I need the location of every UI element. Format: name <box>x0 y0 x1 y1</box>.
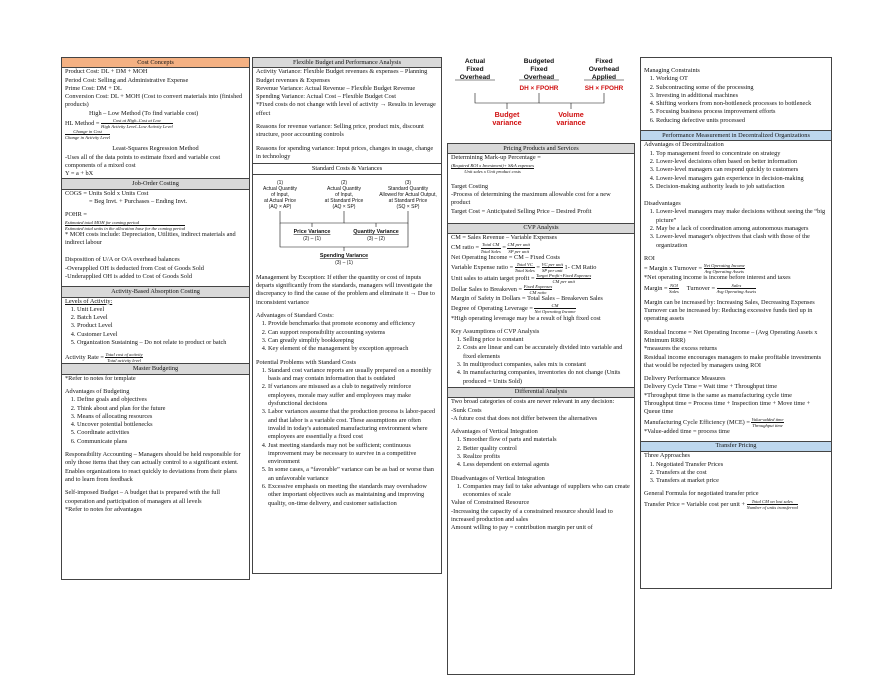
list-item: 4. Key element of the management by exception approach <box>268 345 438 353</box>
list-item: 1. Top management freed to concentrate on strategy <box>656 150 828 158</box>
list-item: 1. Smoother flow of parts and materials <box>463 436 631 444</box>
cost-concepts-line: Product Cost: DL + DM + MOH <box>65 68 148 76</box>
list-item: 1. Companies may fail to take advantage of suppliers who can create economies of scale <box>463 483 631 500</box>
flex-line: *Fixed costs do not change with level of activity → Results in leverage effect <box>256 101 436 117</box>
list-item: 3. Lower-level managers can respond quickly to customers <box>656 166 828 174</box>
quantity-variance-formula: (3) – (2) <box>367 235 385 242</box>
breakeven-sales: Dollar Sales to Breakeven = $\frac{\text{Fixed Expenses}}{\text{CM ratio}}$ <box>451 284 553 296</box>
cvp-assumptions-list <box>451 336 631 386</box>
variable-expense-ratio: Variable Expense ratio = $\frac{\text{Total VC}}{\text{Total Sales}}$ = $\frac{\text{VC per unit}}{\text{SP per unit}}$ 1- CM Ratio <box>451 261 597 273</box>
diff-line: -A future cost that does not differ between the alternatives <box>451 414 598 422</box>
flex-line: Revenue Variance: Actual Revenue – Flexible Budget Revenue <box>256 84 416 92</box>
disposition-line: -Underapplied OH is added to Cost of Goods Sold <box>65 272 192 280</box>
budgeted-fixed-overhead-label: Budgeted <box>523 58 555 65</box>
column-1 <box>61 57 250 580</box>
target-profit-units: Unit sales to attain target profit = $\frac{\text{Target Profit+Fixed Expenses}}{\text{CM per unit}}$ <box>451 272 592 284</box>
delivery-line: Delivery Cycle Time = Wait time + Throughput time <box>644 383 777 391</box>
spending-variance-reasons: Reasons for spending variance: Input prices, changes in usage, change in technology <box>256 144 434 160</box>
roi-formula: = Margin x Turnover = $\frac{\text{Net Operating Income}}{\text{Avg Operating Assets}}$ <box>644 263 745 275</box>
svg-text:Fixed: Fixed <box>530 66 548 73</box>
list-item: 1. Lower-level managers may make decisions without seeing the “big picture” <box>656 208 828 225</box>
svg-text:variance: variance <box>492 118 522 127</box>
flex-budget-header: Flexible Budget and Performance Analysis <box>253 58 441 68</box>
box1-line: Actual Quantity <box>263 185 297 192</box>
list-item: 2. Batch Level <box>77 314 246 322</box>
list-item: 1. Selling price is constant <box>463 336 631 344</box>
volume-variance-label: Volume <box>558 110 584 119</box>
box2-line: of Input, <box>334 191 354 198</box>
hl-method-formula: HL Method = $\frac{\text{Cost at High–Cost at Low}}{\text{High Activity Level–Low Activity Level}}$ <box>65 118 173 130</box>
adv-budget-list <box>65 396 246 446</box>
target-costing-title: Target Costing <box>451 182 489 190</box>
master-ref-2: *Refer to notes for advantages <box>65 505 142 513</box>
list-item: 4. Shifting workers from non-bottleneck processes to bottleneck <box>656 100 828 108</box>
pohr-fraction: Estimated total MOH for coming period Estimated total units in the allocation base for the coming period <box>65 219 185 231</box>
list-item: 4. Just meeting standards may not be sufficient; continuous improvement may be necessary to survive in a competitive environment <box>268 442 438 467</box>
box3-line: (SQ × SP) <box>396 203 420 210</box>
transfer-formula-title: General Formula for negotiated transfer price <box>644 490 759 498</box>
cost-concepts-line: Prime Cost: DM + DL <box>65 84 122 92</box>
disposition-line: -Overapplied OH is deducted from Cost of Goods Sold <box>65 264 204 272</box>
noi-note: *Net operating income is income before interest and taxes <box>644 274 791 282</box>
moh-note: * MOH costs include: Depreciation, Utilities, indirect materials and indirect labour <box>65 230 236 247</box>
markup-formula: Determining Mark-up Percentage = <box>451 154 541 162</box>
column-2 <box>252 57 442 574</box>
std-problems-list <box>256 367 438 508</box>
list-item: 2. Costs are linear and can be accurately divided into variable and fixed elements <box>463 344 631 361</box>
managing-constraints-list <box>644 75 828 125</box>
list-item: 2. If variances are misused as a club to negatively reinforce employees, morale may suffer and employees may make dysfunctional decisions <box>268 383 438 408</box>
variance-diagram <box>256 177 438 269</box>
list-item: 3. Transfers at market price <box>656 477 828 485</box>
cost-concepts-line: Period Cost: Selling and Administrative Expense <box>65 76 189 84</box>
job-order-header: Job-Order Costing <box>62 178 249 189</box>
list-item: 5. Decision-making authority leads to job satisfaction <box>656 183 828 191</box>
list-item: 1. Define goals and objectives <box>77 396 246 404</box>
diff-line: -Sunk Costs <box>451 406 482 414</box>
list-item: 2. Better quality control <box>463 445 631 453</box>
master-ref: *Refer to notes for template <box>65 374 136 382</box>
list-item: 3. Can greatly simplify bookkeeping <box>268 337 438 345</box>
constrained-line: Amount willing to pay = contribution margin per unit of <box>451 524 593 532</box>
column-4 <box>640 57 832 589</box>
decentralization-dis-title: Disadvantages <box>644 200 681 208</box>
constrained-title: Value of Constrained Resource <box>451 499 530 507</box>
svg-text:Overhead: Overhead <box>523 74 555 81</box>
decentralization-adv-list <box>644 150 828 191</box>
approaches-list <box>644 461 828 486</box>
lsr-title: Least-Squares Regression Method <box>112 145 199 153</box>
box3-line: Allowed for Actual Output, <box>379 191 437 198</box>
list-item: 4. Lower-level managers gain experience in decision-making <box>656 175 828 183</box>
managing-constraints-title: Managing Constraints <box>644 67 700 74</box>
revenue-variance-reasons: Reasons for revenue variance: Selling price, product mix, discount structure, poor accounting controls <box>256 123 424 139</box>
box3-line: at Standard Price <box>388 197 428 204</box>
list-item: 3. Investing in additional machines <box>656 92 828 100</box>
transfer-price-formula: Transfer Price = Variable cost per unit + $\frac{\text{Total CM on lost sales}}{\text{Number of units transferred}}$ <box>644 498 798 510</box>
list-item: 3. Realize profits <box>463 453 631 461</box>
delivery-title: Delivery Performance Measures <box>644 375 726 383</box>
residual-income-text: Residual income encourages managers to make profitable investments that would be rejected by managers using ROI <box>644 353 822 369</box>
sh-fpohr-formula: SH × FPOHR <box>584 85 624 92</box>
std-problems-title: Potential Problems with Standard Costs <box>256 358 357 366</box>
list-item: 3. Means of allocating resources <box>77 413 246 421</box>
list-item: 3. Labor variances assume that the production process is labor-paced and that labor is a variable cost. These assumptions are often invalid in today's automated manufacturing environment where employees are essentially a fixed cost <box>268 408 438 441</box>
delivery-line: Throughput time = Process time + Inspection time + Move time + Queue time <box>644 399 811 416</box>
box1-line: (AQ × AP) <box>268 203 292 210</box>
vi-adv-list <box>451 436 631 469</box>
job-order-line: COGS = Units Sold x Units Cost <box>65 189 149 197</box>
list-item: 2. Think about and plan for the future <box>77 405 246 413</box>
diff-line: Two broad categories of costs are never relevant in any decision: <box>451 398 615 406</box>
list-item: 4. Uncover potential bottlenecks <box>77 421 246 429</box>
approaches-title: Three Approaches <box>644 452 690 460</box>
margin-of-safety: Margin of Safety in Dollars = Total Sales – Breakeven Sales <box>451 295 603 303</box>
fixed-overhead-applied-label: Fixed <box>595 58 613 65</box>
value-added-note: *Value-added time = process time <box>644 427 730 435</box>
spending-variance-formula: (3) – (1) <box>335 259 353 266</box>
svg-text:Overhead: Overhead <box>459 74 491 81</box>
residual-income: Residual Income = Net Operating Income – (Avg Operating Assets x Minimum RRR) <box>644 328 818 344</box>
turnover-increase: Turnover can be increased by: Reducing excessive funds tied up in operating assets <box>644 307 813 323</box>
box3-line: Standard Quantity <box>387 185 429 192</box>
constrained-line: -Increasing the capacity of a constrained resource should lead to increased production and sales <box>451 507 613 524</box>
list-item: 3. Lower-level manager's objectives that clash with those of the organization <box>656 233 828 250</box>
box1-line: at Actual Price <box>264 197 296 204</box>
list-item: 5. In some cases, a “favorable” variance can be as bad or worse than an unfavorable variance <box>268 466 438 483</box>
list-item: 2. Transfers at the cost <box>656 469 828 477</box>
vi-adv-title: Advantages of Vertical Integration <box>451 428 538 436</box>
list-item: 4. Customer Level <box>77 331 246 339</box>
decentralization-adv-title: Advantages of Decentralization <box>644 141 724 149</box>
disposition-line: Disposition of U/A or O/A overhead balances <box>65 256 180 264</box>
lsr-text: -Uses all of the data points to estimate fixed and variable cost components of a mixed cost <box>65 153 221 169</box>
dh-fpohr-formula: DH × FPOHR <box>519 85 559 92</box>
job-order-line: = Beg Invt. + Purchases – Ending Invt. <box>89 198 188 206</box>
cm-formula: CM = Sales Revenue – Variable Expenses <box>451 234 557 242</box>
spending-variance-label: Spending Variance <box>319 252 369 259</box>
list-item: 1. Working OT <box>656 75 828 83</box>
box3-line: (3) <box>404 179 412 186</box>
target-costing-line: Target Cost = Anticipated Selling Price – Desired Profit <box>451 207 592 215</box>
box2-line: (AQ × SP) <box>332 203 356 210</box>
list-item: 1. Negotiated Transfer Prices <box>656 461 828 469</box>
list-item: 1. Provide benchmarks that promote economy and efficiency <box>268 320 438 328</box>
margin-turnover-formula: Margin = $\frac{\text{NOI}}{\text{Sales}}$ Turnover = $\frac{\text{Sales}}{\text{Avg Operating Assets}}$ <box>644 282 757 294</box>
list-item: 2. Lower-level decisions often based on better information <box>656 158 828 166</box>
levels-title: Levels of Activity: <box>65 297 113 305</box>
management-by-exception: Management by Exception: If either the quantity or cost of inputs departs significantly from the standards, managers will investigate the discrepancy to find the cause of the problem and eliminate it → Due to inconsistent variance <box>256 273 435 306</box>
list-item: 1. Unit Level <box>77 306 246 314</box>
box2-line: at Standard Price <box>324 197 364 204</box>
delivery-line: *Throughput time is the same as manufacturing cycle time <box>644 391 792 399</box>
cost-concepts-header: Cost Concepts <box>62 58 249 68</box>
box2-line: Actual Quantity <box>327 185 361 192</box>
abc-header: Activity-Based Absorption Costing <box>62 286 249 297</box>
svg-text:variance: variance <box>556 118 586 127</box>
transfer-pricing-header: Transfer Pricing <box>641 441 831 452</box>
std-adv-title: Advantages of Standard Costs: <box>256 312 334 320</box>
list-item: 6. Excessive emphasis on meeting the standards may overshadow other important objectives such as maintaining and improving quality, on-time delivery, and customer satisfaction <box>268 483 438 508</box>
actual-fixed-overhead-label: Actual <box>464 58 486 65</box>
responsibility-accounting: Responsibility Accounting – Managers should be held responsible for only those items that they can actually control to a significant extent. Enables organizations to react quickly to deviations from their plans and to learn from feedback <box>65 451 241 483</box>
cm-ratio-formula: CM ratio = $\frac{\text{Total CM}}{\text{Total Sales}}$ = $\frac{\text{CM per unit}}{\text{SP per unit}}$ <box>451 242 530 254</box>
flex-line: Spending Variance: Actual Cost – Flexible Budget Cost <box>256 93 396 101</box>
std-adv-list <box>256 320 438 353</box>
cvp-header: CVP Analysis <box>448 223 634 234</box>
svg-text:Overhead: Overhead <box>588 66 620 73</box>
decentralization-dis-list <box>644 208 828 249</box>
lsr-equation: Y = a + bX <box>65 170 94 178</box>
quantity-variance-label: Quantity Variance <box>353 228 399 235</box>
list-item: 5. Organization Sustaining – Do not relate to product or batch <box>77 339 246 347</box>
list-item: 4. Less dependent on external agents <box>463 461 631 469</box>
svg-text:Applied: Applied <box>591 74 617 81</box>
residual-income-note: *measures the excess returns <box>644 345 717 353</box>
list-item: 2. May be a lack of coordination among autonomous managers <box>656 225 828 233</box>
list-item: 1. Standard cost variance reports are usually prepared on a monthly basis and may contain information that is outdated <box>268 367 438 384</box>
margin-increase: Margin can be increased by: Increasing Sales, Decreasing Expenses <box>644 298 815 306</box>
box1-line: (1) <box>276 179 284 186</box>
list-item: 3. Product Level <box>77 322 246 330</box>
cost-concepts-line: Conversion Cost: DL + MOH (Cost to convert materials into (finished products) <box>65 93 243 109</box>
performance-header: Performance Measurement in Decentralized Organizations <box>641 130 831 141</box>
price-variance-label: Price Variance <box>293 228 331 235</box>
fixed-overhead-variance-diagram <box>447 55 637 141</box>
cvp-assumptions-title: Key Assumptions of CVP Analysis <box>451 327 540 335</box>
box2-line: (2) <box>340 179 348 186</box>
list-item: 5. Focusing business process improvement efforts <box>656 108 828 116</box>
hl-method-subformula: $\frac{\text{Change in Cost}}{\text{Change in Activity Level}}$ <box>65 129 111 141</box>
master-budget-header: Master Budgeting <box>62 363 249 374</box>
std-cost-header: Standard Costs & Variances <box>253 163 441 174</box>
levels-list <box>65 306 246 347</box>
vi-dis-list <box>451 483 631 500</box>
list-item: 6. Communicate plans <box>77 438 246 446</box>
price-variance-formula: (2) – (1) <box>303 235 321 242</box>
list-item: 3. In multiproduct companies, sales mix is constant <box>463 361 631 369</box>
budget-variance-label: Budget <box>494 110 520 119</box>
roi-title: ROI <box>644 254 655 262</box>
column-3 <box>447 143 635 675</box>
target-costing-line: -Process of determining the maximum allowable cost for a new product <box>451 190 611 207</box>
markup-fraction: $\frac{\text{(Required ROI x Investment)+ S\&A expenses}}{\text{Unit sales x Unit product costs}}$ <box>451 162 535 174</box>
box1-line: of Input, <box>270 191 290 198</box>
list-item: 2. Can support responsibility accounting systems <box>268 329 438 337</box>
dol-note: *High operating leverage may be a result of high fixed cost <box>451 314 601 322</box>
adv-budget-title: Advantages of Budgeting <box>65 387 130 395</box>
activity-rate-formula: Activity Rate = $\frac{\text{Total cost of activity}}{\text{Total activity level}}$ <box>65 352 143 364</box>
self-imposed-budget: Self-imposed Budget – A budget that is prepared with the full cooperation and participation of managers at all levels <box>65 489 220 505</box>
cost-concepts-line: High – Low Method (To find variable cost) <box>89 109 199 117</box>
list-item: 5. Coordinate activities <box>77 429 246 437</box>
svg-text:Fixed: Fixed <box>466 66 484 73</box>
pricing-header: Pricing Products and Services <box>448 144 634 154</box>
list-item: 6. Reducing defective units processed <box>656 117 828 125</box>
vi-dis-title: Disadvantages of Vertical Integration <box>451 474 545 482</box>
list-item: 4. In manufacturing companies, inventories do not change (Units produced = Units Sold) <box>463 369 631 386</box>
mce-formula: Manufacturing Cycle Efficiency (MCE) = $\frac{\text{Value-added time}}{\text{Throughput time}}$ <box>644 416 784 428</box>
noi-formula: Net Operating Income = CM – Fixed Costs <box>451 253 561 261</box>
differential-header: Differential Analysis <box>448 387 634 398</box>
flex-line: Activity Variance: Flexible Budget revenues & expenses – Planning Budget revenues & Expenses <box>256 68 428 84</box>
dol-formula: Degree of Operating Leverage = $\frac{CM}{\text{Net Operating Income}}$ <box>451 303 576 315</box>
list-item: 2. Subcontracting some of the processing <box>656 84 828 92</box>
pohr-formula: POHR = <box>65 211 87 219</box>
